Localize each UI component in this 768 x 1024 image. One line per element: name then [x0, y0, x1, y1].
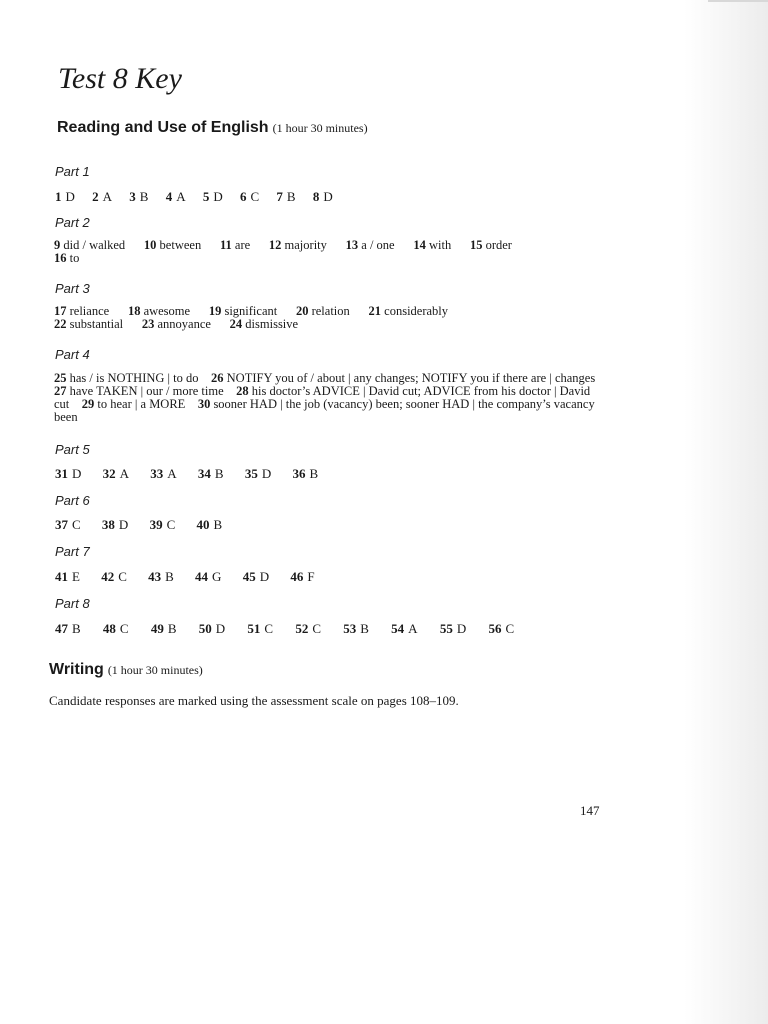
part-6-answers — [55, 517, 222, 533]
part-2-answers — [54, 239, 614, 265]
answer-13: 13 a / one — [345, 238, 395, 252]
answer-52: 52 C — [295, 621, 321, 636]
answer-16: 16 to — [54, 251, 80, 265]
answer-46: 46 F — [290, 569, 315, 584]
part-6-label: Part 6 — [55, 493, 90, 508]
part-5-answers — [55, 466, 318, 482]
answer-47: 47 B — [55, 621, 81, 636]
answer-43: 43 B — [148, 569, 174, 584]
answer-28: 28 his doctor’s ADVICE | David cut; ADVICE from his doctor | David cut — [54, 384, 591, 411]
answer-21: 21 considerably — [368, 304, 449, 318]
answer-14: 14 with — [413, 238, 452, 252]
answer-53: 53 B — [343, 621, 369, 636]
answer-36: 36 B — [292, 466, 319, 481]
answer-3: 3 B — [129, 189, 149, 204]
writing-note: Candidate responses are marked using the assessment scale on pages 108–109. — [49, 693, 459, 708]
answer-2: 2 A — [92, 189, 113, 204]
reading-duration: (1 hour 30 minutes) — [272, 121, 368, 135]
answer-44: 44 G — [195, 569, 222, 584]
answer-26: 26 NOTIFY you of / about | any changes; NOTIFY you if there are | changes — [211, 371, 596, 385]
part-1-answers — [55, 189, 333, 205]
answer-25: 25 has / is NOTHING | to do — [54, 371, 199, 385]
answer-27: 27 have TAKEN | our / more time — [54, 384, 224, 398]
part-4-answers — [54, 372, 610, 424]
answer-18: 18 awesome — [127, 304, 191, 318]
answer-20: 20 relation — [295, 304, 350, 318]
answer-50: 50 D — [198, 621, 226, 636]
answer-41: 41 E — [55, 569, 80, 584]
answer-45: 45 D — [242, 569, 270, 584]
answer-35: 35 D — [244, 466, 272, 481]
answer-24: 24 dismissive — [229, 317, 299, 331]
part-8-answers — [55, 621, 514, 637]
writing-section-heading — [49, 661, 203, 679]
answer-49: 49 B — [150, 621, 177, 636]
part-7-answers — [55, 569, 315, 585]
part-8-label: Part 8 — [55, 596, 90, 611]
answer-30: 30 sooner HAD | the job (vacancy) been; sooner HAD | the company’s vacancy been — [54, 397, 595, 424]
part-2-label: Part 2 — [55, 215, 90, 230]
answer-54: 54 A — [391, 621, 418, 636]
part-3-answers — [54, 305, 614, 331]
answer-7: 7 B — [276, 189, 296, 204]
answer-11: 11 are — [219, 238, 251, 252]
page-number: 147 — [580, 803, 600, 818]
answer-34: 34 B — [197, 466, 224, 481]
page-title: Test 8 Key — [58, 62, 182, 95]
answer-23: 23 annoyance — [141, 317, 211, 331]
answer-55: 55 D — [439, 621, 467, 636]
answer-48: 48 C — [102, 621, 129, 636]
answer-31: 31 D — [55, 466, 82, 481]
answer-56: 56 C — [488, 621, 515, 636]
writing-heading-text: Writing — [49, 661, 104, 678]
answer-9: 9 did / walked — [54, 238, 126, 252]
answer-4: 4 A — [165, 189, 186, 204]
answer-19: 19 significant — [208, 304, 278, 318]
part-5-label: Part 5 — [55, 442, 90, 457]
part-3-label: Part 3 — [55, 281, 90, 296]
answer-6: 6 C — [239, 189, 260, 204]
answer-29: 29 to hear | a MORE — [81, 397, 186, 411]
reading-section-heading — [57, 119, 368, 137]
answer-17: 17 reliance — [54, 304, 110, 318]
answer-12: 12 majority — [268, 238, 327, 252]
answer-38: 38 D — [101, 517, 129, 532]
answer-15: 15 order — [469, 238, 512, 252]
answer-22: 22 substantial — [54, 317, 124, 331]
answer-39: 39 C — [149, 517, 176, 532]
reading-heading-text: Reading and Use of English — [57, 119, 269, 136]
answer-10: 10 between — [143, 238, 202, 252]
answer-40: 40 B — [196, 517, 223, 532]
answer-8: 8 D — [312, 189, 333, 204]
answer-42: 42 C — [101, 569, 127, 584]
answer-37: 37 C — [55, 517, 81, 532]
answer-51: 51 C — [247, 621, 274, 636]
answer-33: 33 A — [150, 466, 177, 481]
part-1-label: Part 1 — [55, 164, 90, 179]
answer-1: 1 D — [55, 189, 75, 204]
answer-32: 32 A — [102, 466, 130, 481]
writing-duration: (1 hour 30 minutes) — [107, 663, 203, 677]
part-7-label: Part 7 — [55, 544, 90, 559]
answer-5: 5 D — [202, 189, 223, 204]
part-4-label: Part 4 — [55, 347, 90, 362]
